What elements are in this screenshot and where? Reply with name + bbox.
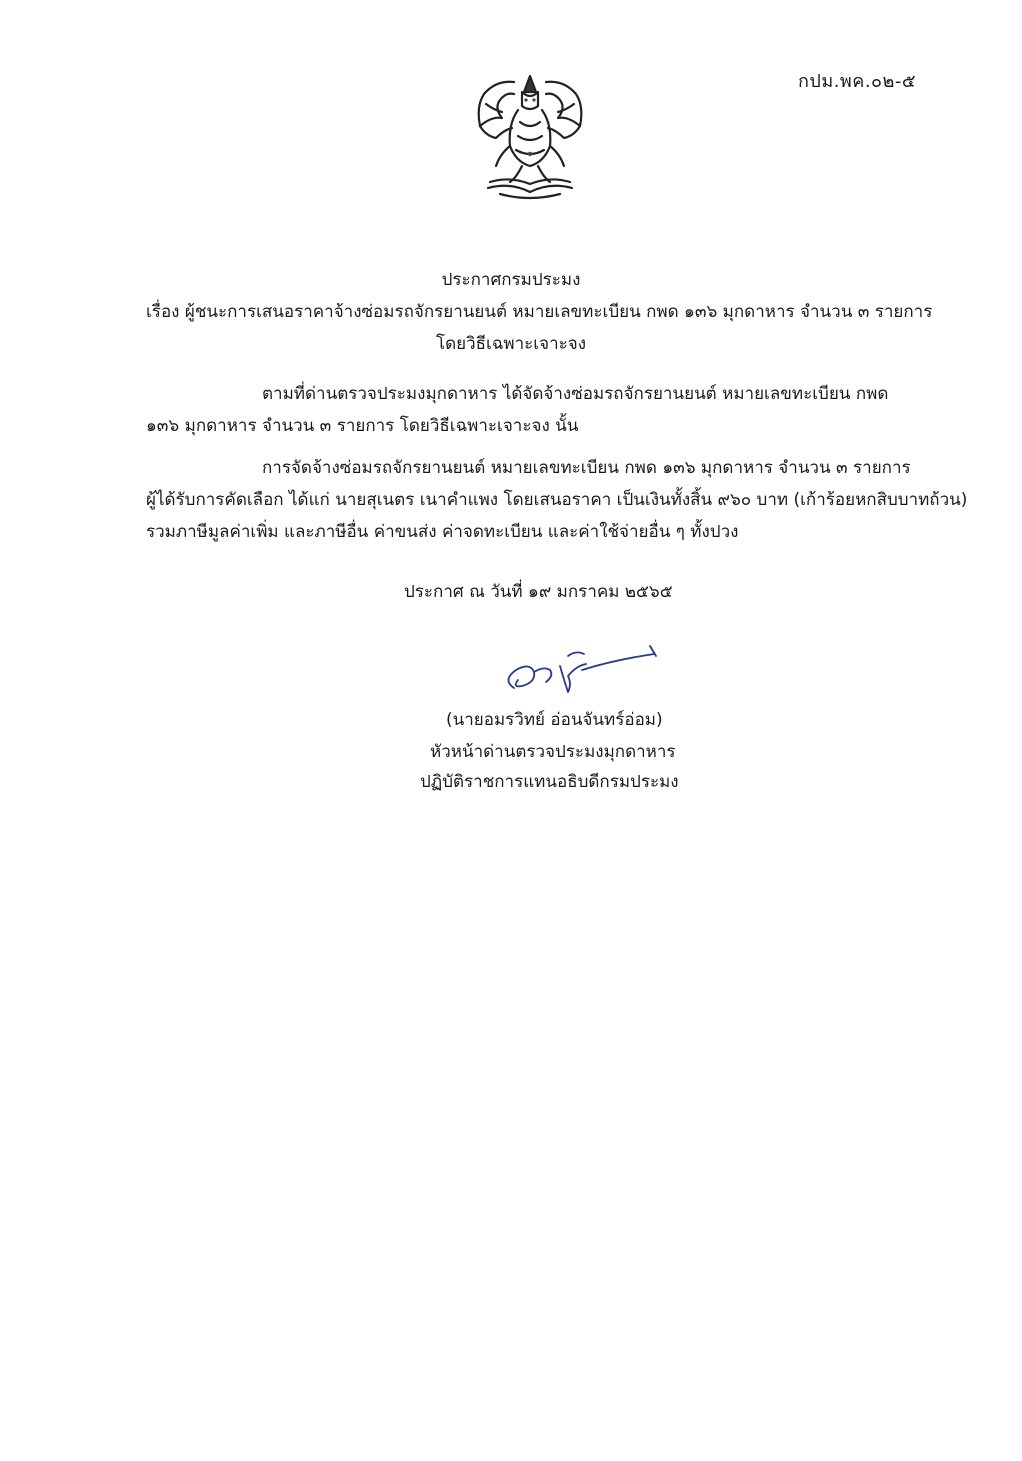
garuda-emblem-icon xyxy=(466,70,594,206)
paragraph-1-line-2: ๑๓๖ มุกดาหาร จำนวน ๓ รายการ โดยวิธีเฉพาะเจาะจง นั้น xyxy=(146,416,579,436)
signer-name: (นายอมรวิทย์ อ่อนจันทร์อ่อม) xyxy=(446,710,663,730)
paragraph-2-line-1: การจัดจ้างซ่อมรถจักรยานยนต์ หมายเลขทะเบียน กพด ๑๓๖ มุกดาหาร จำนวน ๓ รายการ xyxy=(262,458,911,478)
paragraph-1-line-1: ตามที่ด่านตรวจประมงมุกดาหาร ได้จัดจ้างซ่อมรถจักรยานยนต์ หมายเลขทะเบียน กพด xyxy=(262,384,889,404)
form-code: กปม.พค.๐๒-๕ xyxy=(798,71,917,92)
announcement-date: ประกาศ ณ วันที่ ๑๙ มกราคม ๒๕๖๕ xyxy=(404,582,673,602)
signature-image xyxy=(494,636,670,706)
paragraph-2-line-3: รวมภาษีมูลค่าเพิ่ม และภาษีอื่น ค่าขนส่ง ค่าจดทะเบียน และค่าใช้จ่ายอื่น ๆ ทั้งปวง xyxy=(146,522,739,542)
paragraph-2-line-2: ผู้ได้รับการคัดเลือก ได้แก่ นายสุเนตร เนาคำแพง โดยเสนอราคา เป็นเงินทั้งสิ้น ๙๖๐ บาท (เก้าร้อยหกสิบบาทถ้วน) xyxy=(146,490,968,510)
announcement-heading: ประกาศกรมประมง xyxy=(441,270,581,290)
subject-line-2: โดยวิธีเฉพาะเจาะจง xyxy=(435,334,587,354)
signer-acting-on-behalf: ปฏิบัติราชการแทนอธิบดีกรมประมง xyxy=(420,772,679,792)
subject-line-1: เรื่อง ผู้ชนะการเสนอราคาจ้างซ่อมรถจักรยานยนต์ หมายเลขทะเบียน กพด ๑๓๖ มุกดาหาร จำนวน ๓ รายการ xyxy=(146,302,933,322)
signer-position: หัวหน้าด่านตรวจประมงมุกดาหาร xyxy=(430,742,676,762)
